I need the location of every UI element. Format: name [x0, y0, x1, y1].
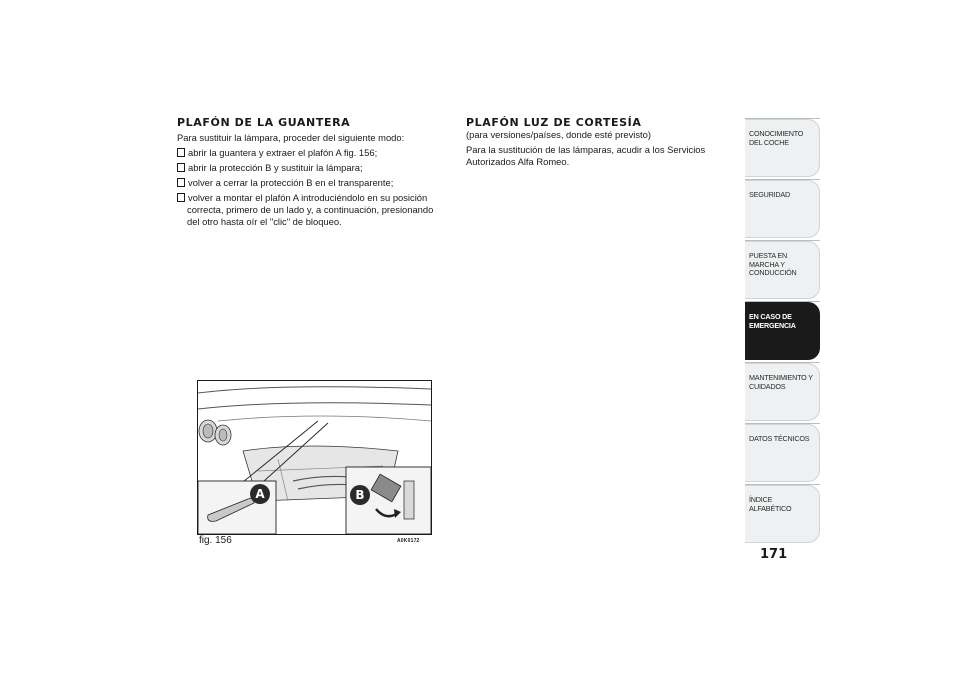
step-item: abrir la guantera y extraer el plafón A fig. 156; — [177, 147, 447, 159]
step-list — [177, 147, 447, 228]
figure-glovebox-illustration — [197, 380, 432, 535]
label-a: A — [255, 487, 265, 501]
checkbox-bullet-icon — [177, 148, 185, 157]
tab-indice-alfabetico[interactable]: ÍNDICE ALFABÉTICO — [745, 485, 820, 543]
step-item: abrir la protección B y sustituir la lámpara; — [177, 162, 447, 174]
courtesy-light-section — [466, 116, 741, 174]
figure-code: A0K0172 — [397, 538, 420, 544]
section-title-glovebox: PLAFÓN DE LA GUANTERA — [177, 116, 351, 129]
section-body: Para la sustitución de las lámparas, acudir a los Servicios Autorizados Alfa Romeo. — [466, 144, 706, 167]
checkbox-bullet-icon — [177, 163, 185, 172]
step-item: volver a montar el plafón A introduciéndolo en su posición correcta, primero de un lado y, a continuación, presionando del otro hasta oír el "clic" de bloqueo. — [177, 192, 447, 228]
chapter-tabs — [745, 119, 820, 546]
section-subtitle: (para versiones/países, donde esté previsto) — [466, 129, 651, 140]
glovebox-drawing — [198, 381, 431, 534]
label-b: B — [355, 488, 365, 502]
tab-seguridad[interactable]: SEGURIDAD — [745, 180, 820, 238]
step-item: volver a cerrar la protección B en el transparente; — [177, 177, 447, 189]
tab-datos-tecnicos[interactable]: DATOS TÉCNICOS — [745, 424, 820, 482]
checkbox-bullet-icon — [177, 178, 185, 187]
tab-conocimiento-del-coche[interactable]: CONOCIMIENTO DEL COCHE — [745, 119, 820, 177]
page-number: 171 — [760, 547, 788, 562]
tab-en-caso-de-emergencia[interactable]: EN CASO DE EMERGENCIA — [745, 302, 820, 360]
section-intro: Para sustituir la lámpara, proceder del siguiente modo: — [177, 132, 405, 143]
figure-caption: fig. 156 — [199, 535, 232, 546]
tab-mantenimiento[interactable]: MANTENIMIENTO Y CUIDADOS — [745, 363, 820, 421]
section-title-courtesy: PLAFÓN LUZ DE CORTESÍA — [466, 116, 642, 129]
glovebox-light-section — [177, 116, 447, 231]
checkbox-bullet-icon — [177, 193, 185, 202]
tab-puesta-en-marcha[interactable]: PUESTA EN MARCHA Y CONDUCCIÓN — [745, 241, 820, 299]
